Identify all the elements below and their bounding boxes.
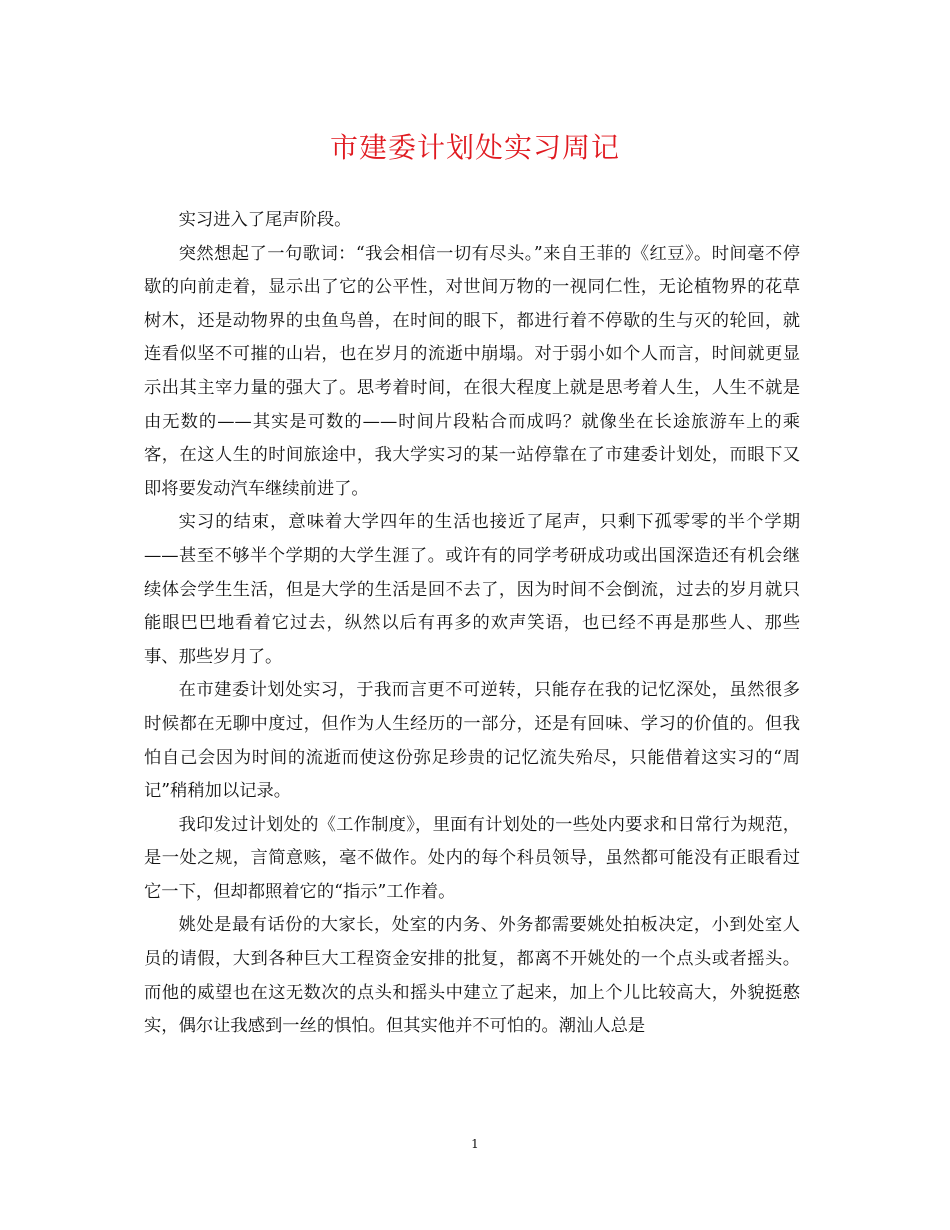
paragraph: 姚处是最有话份的大家长，处室的内务、外务都需要姚处拍板决定，小到处室人员的请假，大到各种巨大工程资金安排的批复，都离不开姚处的一个点头或者摇头。而他的威望也在这无数次的点头和摇头中建立了起来，加上个儿比较高大，外貌挺憨实，偶尔让我感到一丝的惧怕。但其实他并不可怕的。潮汕人总是 — [144, 915, 800, 1037]
document-body — [144, 204, 800, 1044]
paragraph: 突然想起了一句歌词：“我会相信一切有尽头。”来自王菲的《红豆》。时间毫不停歇的向前走着，显示出了它的公平性，对世间万物的一视同仁性，无论植物界的花草树木，还是动物界的虫鱼鸟兽，在时间的眼下，都进行着不停歇的生与灭的轮回，就连看似坚不可摧的山岩，也在岁月的流逝中崩塌。对于弱小如个人而言，时间就更显示出其主宰力量的强大了。思考着时间，在很大程度上就是思考着人生，人生不就是由无数的——其实是可数的——时间片段粘合而成吗？就像坐在长途旅游车上的乘客，在这人生的时间旅途中，我大学实习的某一站停靠在了市建委计划处，而眼下又即将要发动汽车继续前进了。 — [144, 243, 800, 499]
paragraph: 实习进入了尾声阶段。 — [178, 210, 352, 230]
paragraph: 我印发过计划处的《工作制度》，里面有计划处的一些处内要求和日常行为规范，是一处之规，言简意赅，毫不做作。处内的每个科员领导，虽然都可能没有正眼看过它一下，但却都照着它的“指示”工作着。 — [144, 814, 800, 902]
document-title: 市建委计划处实习周记 — [329, 131, 620, 164]
paragraph: 实习的结束，意味着大学四年的生活也接近了尾声，只剩下孤零零的半个学期——甚至不够半个学期的大学生涯了。或许有的同学考研成功或出国深造还有机会继续体会学生生活，但是大学的生活是回不去了，因为时间不会倒流，过去的岁月就只能眼巴巴地看着它过去，纵然以后有再多的欢声笑语，也已经不再是那些人、那些事、那些岁月了。 — [144, 512, 800, 667]
paragraph: 在市建委计划处实习，于我而言更不可逆转，只能存在我的记忆深处，虽然很多时候都在无聊中度过，但作为人生经历的一部分，还是有回味、学习的价值的。但我怕自己会因为时间的流逝而使这份弥足珍贵的记忆流失殆尽，只能借着这实习的“周记”稍稍加以记录。 — [144, 680, 800, 802]
page-number: 1 — [471, 1137, 479, 1151]
